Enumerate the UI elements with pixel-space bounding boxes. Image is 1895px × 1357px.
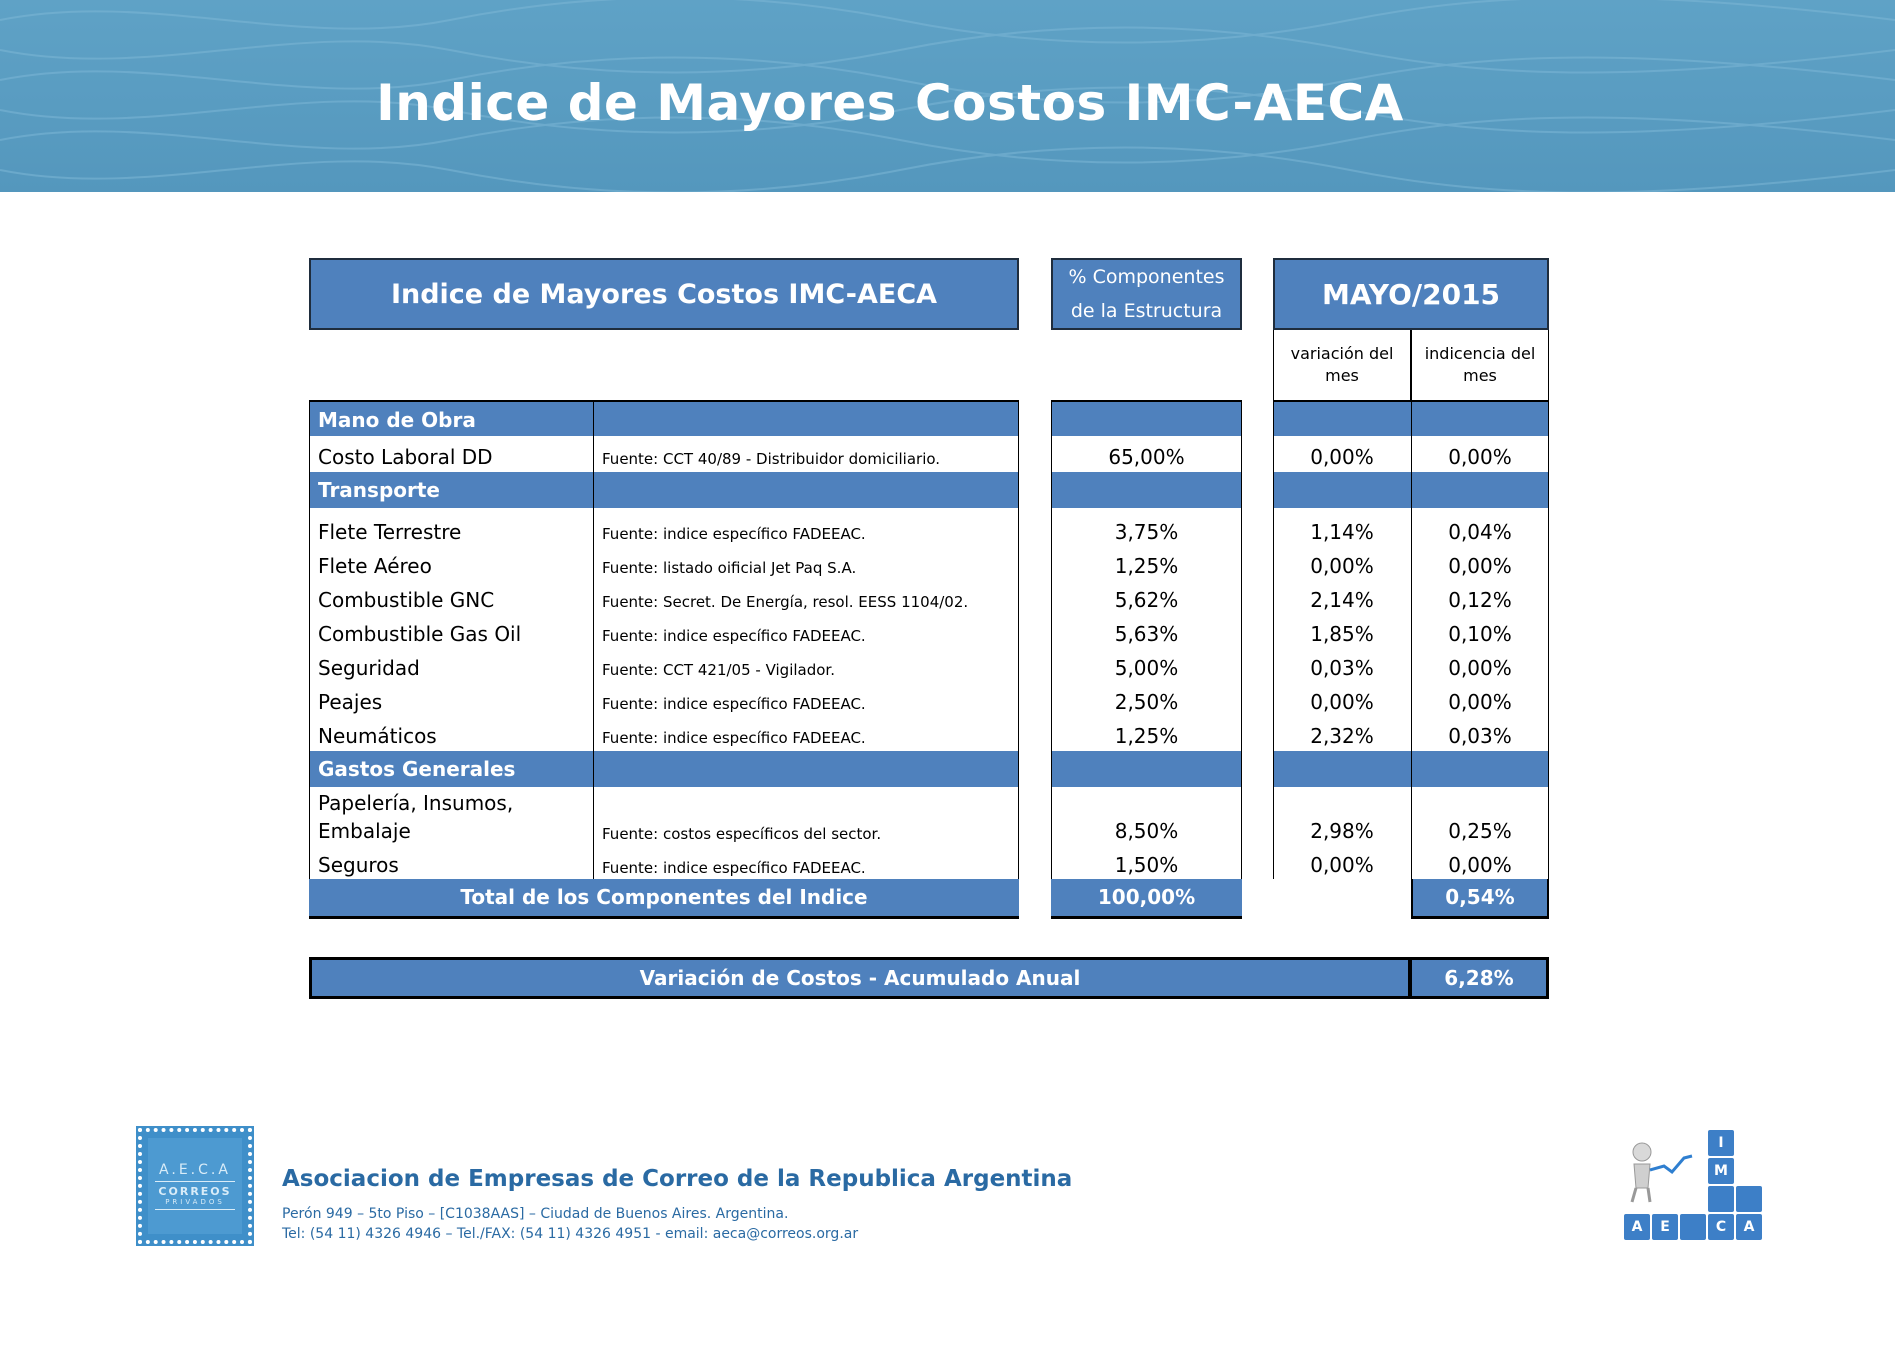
section-label: Transporte — [318, 478, 440, 502]
row-source: Fuente: CCT 421/05 - Vigilador. — [602, 661, 835, 679]
letter-block: M — [1708, 1158, 1734, 1184]
section-bar-transporte — [309, 472, 1019, 508]
banner-title: Indice de Mayores Costos IMC-AECA — [376, 74, 1404, 132]
section-bar-mano-de-obra — [309, 400, 1019, 436]
figure-chart-icon — [1618, 1136, 1694, 1206]
logo-text-aeca: A.E.C.A — [159, 1162, 231, 1178]
variation-header — [1273, 330, 1411, 400]
row-var: 0,00% — [1310, 554, 1374, 578]
section-label: Mano de Obra — [318, 408, 476, 432]
row-inc: 0,00% — [1448, 853, 1512, 877]
row-source: Fuente: indice específico FADEEAC. — [602, 859, 866, 877]
row-pct: 1,25% — [1114, 554, 1179, 578]
row-source: Fuente: costos específicos del sector. — [602, 825, 882, 843]
row-source: Fuente: Secret. De Energía, resol. EESS 1104/02. — [602, 593, 969, 611]
table-title: Indice de Mayores Costos IMC-AECA — [309, 258, 1019, 330]
inc-header-line2: mes — [1463, 366, 1497, 385]
row-inc: 0,03% — [1448, 724, 1512, 748]
row-item: Seguridad — [318, 656, 420, 680]
aeca-logo — [138, 1128, 252, 1244]
total-incidence: 0,54% — [1411, 879, 1549, 919]
org-contact: Tel: (54 11) 4326 4946 – Tel./FAX: (54 11) 4326 4951 - email: aeca@correos.org.ar — [282, 1226, 859, 1242]
row-inc: 0,12% — [1448, 588, 1512, 612]
row-pct: 1,50% — [1114, 853, 1179, 877]
section-bar-pct — [1051, 472, 1242, 508]
inc-header-line1: indicencia del — [1424, 344, 1536, 363]
row-source: Fuente: indice específico FADEEAC. — [602, 729, 866, 747]
row-pct: 5,62% — [1114, 588, 1179, 612]
var-header-line1: variación del — [1290, 344, 1394, 363]
row-var: 2,14% — [1310, 588, 1374, 612]
pct-header-line1: % Componentes — [1068, 266, 1225, 288]
section-bar-pct — [1051, 400, 1242, 436]
row-pct: 2,50% — [1114, 690, 1179, 714]
row-source: Fuente: indice específico FADEEAC. — [602, 525, 866, 543]
letter-block: C — [1708, 1214, 1734, 1240]
block — [1736, 1186, 1762, 1212]
row-var: 2,32% — [1310, 724, 1374, 748]
pct-header-line2: de la Estructura — [1070, 300, 1223, 322]
block — [1680, 1214, 1706, 1240]
row-item: Flete Aéreo — [318, 554, 432, 578]
logo-divider — [155, 1209, 235, 1210]
row-item-line1: Papelería, Insumos, — [318, 791, 514, 815]
row-var: 1,14% — [1310, 520, 1374, 544]
grid-line — [309, 400, 310, 879]
row-source: Fuente: indice específico FADEEAC. — [602, 695, 866, 713]
row-var: 2,98% — [1310, 819, 1374, 843]
total-label: Total de los Componentes del Indice — [309, 879, 1019, 919]
letter-block: A — [1624, 1214, 1650, 1240]
grid-line — [1018, 400, 1019, 879]
block — [1708, 1186, 1734, 1212]
letter-block: E — [1652, 1214, 1678, 1240]
aeca-logo-inner — [148, 1138, 242, 1234]
period-header: MAYO/2015 — [1273, 258, 1549, 330]
org-address: Perón 949 – 5to Piso – [C1038AAS] – Ciudad de Buenos Aires. Argentina. — [282, 1206, 789, 1222]
imc-aeca-logo — [1618, 1126, 1782, 1250]
incidence-header — [1411, 330, 1549, 400]
letter-block: I — [1708, 1130, 1734, 1156]
pct-components-header — [1051, 258, 1242, 330]
row-var: 0,00% — [1310, 690, 1374, 714]
row-source: Fuente: listado oificial Jet Paq S.A. — [602, 559, 857, 577]
row-source: Fuente: indice específico FADEEAC. — [602, 627, 866, 645]
grid-line — [593, 400, 594, 879]
row-item: Costo Laboral DD — [318, 445, 493, 469]
row-var: 0,00% — [1310, 445, 1374, 469]
page-banner — [0, 0, 1895, 192]
row-inc: 0,00% — [1448, 445, 1512, 469]
row-pct: 1,25% — [1114, 724, 1179, 748]
row-inc: 0,25% — [1448, 819, 1512, 843]
row-inc: 0,00% — [1448, 690, 1512, 714]
row-item: Combustible GNC — [318, 588, 495, 612]
row-inc: 0,10% — [1448, 622, 1512, 646]
row-source: Fuente: CCT 40/89 - Distribuidor domiciliario. — [602, 450, 941, 468]
logo-text-correos: CORREOS — [158, 1185, 232, 1198]
row-pct: 8,50% — [1114, 819, 1179, 843]
org-name: Asociacion de Empresas de Correo de la Republica Argentina — [282, 1166, 1073, 1192]
annual-label: Variación de Costos - Acumulado Anual — [309, 957, 1411, 999]
section-bar-gastos-generales — [309, 751, 1019, 787]
row-pct: 3,75% — [1114, 520, 1179, 544]
row-inc: 0,04% — [1448, 520, 1512, 544]
section-label: Gastos Generales — [318, 757, 516, 781]
row-item-line2: Embalaje — [318, 819, 411, 843]
row-item: Combustible Gas Oil — [318, 622, 522, 646]
row-item: Flete Terrestre — [318, 520, 462, 544]
letter-block: A — [1736, 1214, 1762, 1240]
row-var: 1,85% — [1310, 622, 1374, 646]
total-pct: 100,00% — [1051, 879, 1242, 919]
logo-text-privados: PRIVADOS — [165, 1198, 225, 1206]
row-inc: 0,00% — [1448, 554, 1512, 578]
annual-value: 6,28% — [1409, 957, 1549, 999]
row-var: 0,00% — [1310, 853, 1374, 877]
row-item: Seguros — [318, 853, 399, 877]
row-var: 0,03% — [1310, 656, 1374, 680]
var-header-line2: mes — [1325, 366, 1359, 385]
row-item: Neumáticos — [318, 724, 437, 748]
row-item: Peajes — [318, 690, 383, 714]
row-pct: 5,00% — [1114, 656, 1179, 680]
row-inc: 0,00% — [1448, 656, 1512, 680]
row-pct: 5,63% — [1114, 622, 1179, 646]
logo-divider — [155, 1181, 235, 1182]
row-pct: 65,00% — [1108, 445, 1185, 469]
section-bar-pct — [1051, 751, 1242, 787]
